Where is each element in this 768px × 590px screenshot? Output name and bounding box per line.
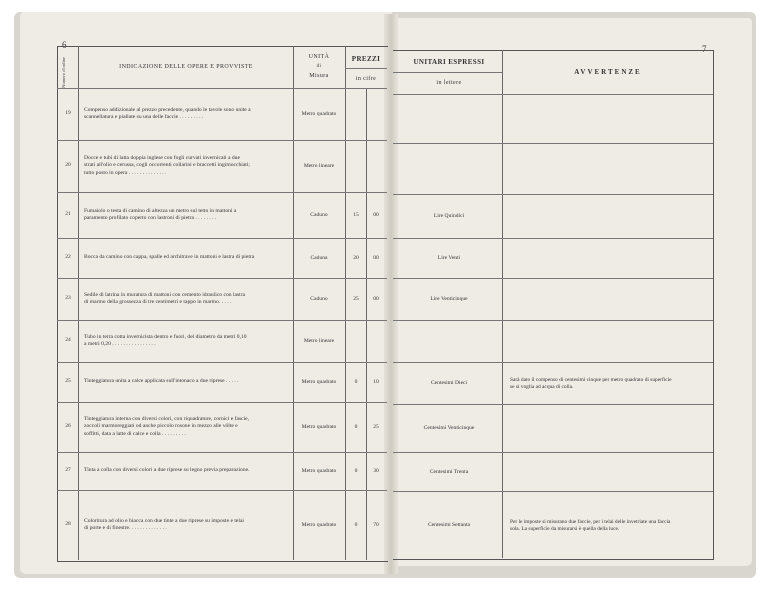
row-price-cent: 70 — [373, 522, 379, 528]
header-in-cifre: in cifre — [355, 76, 377, 82]
row-description-line: zoccoli marmoreggiati od anche piccolo rosone in mezzo alle vôlte e — [84, 423, 238, 430]
row-rule-right — [393, 491, 713, 492]
header-avvertenze: AVVERTENZE — [574, 68, 642, 76]
row-note-line: se si voglia ad acqua di colla. — [510, 384, 574, 390]
row-unit: Caduno — [310, 296, 328, 302]
row-number: 25 — [65, 378, 71, 384]
row-rule-left — [57, 452, 387, 453]
col-divider-letters — [502, 50, 503, 558]
row-note-line: Sarà dato il compenso di centesimi cinque per metro quadrato di superficie — [510, 377, 672, 383]
row-description-line: scannellatura e piallate su una delle faccie . . . . . . . . . — [84, 114, 204, 120]
row-rule-right — [393, 143, 713, 144]
row-unit: Metro quadrato — [301, 468, 337, 474]
row-unit: Caduno — [310, 212, 328, 218]
row-price-letters: Centesimi Dieci — [430, 380, 468, 386]
header-rule-left — [57, 88, 387, 89]
row-number: 27 — [65, 467, 71, 473]
row-number: 28 — [65, 521, 71, 527]
col-divider-unit — [345, 46, 346, 560]
header-unitari: UNITARI ESPRESSI — [413, 58, 485, 66]
row-price-cent: 25 — [373, 424, 379, 430]
row-price-letters: Centesimi Venticinque — [423, 425, 475, 431]
row-rule-right — [393, 238, 713, 239]
row-unit: Metro quadrato — [301, 379, 337, 385]
row-price-letters: Lire Quindici — [433, 213, 465, 219]
row-rule-right — [393, 362, 713, 363]
row-description-line: Docce e tubi di latta doppia inglese con fogli curvati invernicati a due — [84, 154, 240, 161]
row-description-line: Coloritura ad olio e biacca con due tinte a due riprese su imposte e telai — [84, 517, 244, 524]
row-description-line: Sedile di latrina in muratura di mattoni con cemento idraulico con lastra — [84, 291, 246, 298]
row-description-line: Fumaiolo o testa di camino di altezza un metro sul tetto in mattoni a — [84, 207, 237, 214]
row-description-line: a metri 0,20 . . . . . . . . . . . . . . . . — [84, 341, 156, 347]
row-rule-left — [57, 490, 387, 491]
header-prezzi: PREZZI — [351, 55, 381, 63]
row-rule-left — [57, 238, 387, 239]
row-description-line: Tinta a colla con diversi colori a due riprese su legno previa preparazione. — [84, 467, 250, 474]
row-price-cent: 00 — [373, 212, 379, 218]
header-unit-3: Misura — [309, 73, 329, 79]
row-price-letters: Lire Venticinque — [430, 296, 468, 302]
row-number: 22 — [65, 254, 71, 260]
page-number-right: 7 — [702, 44, 707, 54]
row-price-lire: 20 — [353, 255, 359, 261]
row-unit: Metro lineare — [303, 338, 335, 344]
row-price-letters: Centesimi Trenta — [429, 468, 469, 475]
row-rule-left — [57, 140, 387, 141]
row-price-letters: Lire Venti — [437, 255, 461, 261]
header-unit-1: UNITÀ — [308, 54, 330, 60]
col-divider-desc — [293, 46, 294, 560]
row-rule-left — [57, 192, 387, 193]
row-price-lire: 0 — [354, 379, 358, 385]
header-rule-right — [393, 94, 713, 95]
row-number: 23 — [65, 295, 71, 301]
row-description-line: Tinteggiatura interna con diversi colori, con riquadrature, cornici e fascie, — [84, 415, 250, 422]
right-table-frame — [393, 50, 714, 560]
col-divider-num — [78, 46, 79, 560]
row-number: 26 — [65, 423, 71, 429]
row-price-cent: 10 — [373, 379, 379, 385]
page-number-left: 6 — [62, 40, 67, 50]
row-rule-right — [393, 320, 713, 321]
row-price-cent: 00 — [373, 255, 379, 261]
row-note-line: sola. La superficie da misurarsi è quella della luce. — [510, 525, 620, 532]
row-price-lire: 0 — [354, 468, 358, 474]
row-description-line: soffitti, data a latte di calce e colla . . . . . . . . . — [84, 430, 186, 437]
row-price-lire: 25 — [353, 296, 359, 302]
row-number: 19 — [65, 110, 71, 116]
row-rule-left — [57, 320, 387, 321]
row-rule-right — [393, 278, 713, 279]
row-description-line: Compenso addizionale al prezzo precedente, quando le tavole sono unite a — [84, 106, 251, 113]
row-number: 21 — [65, 211, 71, 217]
row-price-lire: 15 — [353, 212, 359, 218]
row-note-line: Per le imposte si misurano due faccie, per i telai delle invetriate una faccia — [510, 518, 671, 525]
header-description: INDICAZIONE DELLE OPERE E PROVVISTE — [119, 64, 253, 70]
row-price-cent: 00 — [373, 296, 379, 302]
row-description-line: Tinteggiatura unita a calce applicata sull'intonaco a due riprese . . . . . — [84, 378, 239, 385]
row-rule-left — [57, 402, 387, 403]
row-unit: Metro quadrato — [301, 522, 337, 528]
row-description-line: Tubo in terra cotta invernicista dentro e fuori, del diametro da metri 0,10 — [84, 333, 247, 340]
row-number: 20 — [65, 162, 71, 168]
row-rule-left — [57, 278, 387, 279]
row-price-lire: 0 — [354, 522, 358, 528]
row-description-line: Bocca da camino con cappa, spalle ed architrave in mattoni e lastra di pietra — [84, 254, 255, 261]
row-rule-right — [393, 452, 713, 453]
row-description-line: strati all'olio e cerussa, cogli occorrenti collarini e braccetti ingimocchiati; — [84, 162, 250, 169]
row-price-lire: 0 — [354, 424, 358, 430]
row-description-line: di marmo della grossezza di tre centimetri e tappo in marmo. . . . . — [84, 299, 232, 305]
header-subrule-right — [393, 72, 502, 73]
row-description-line: tutto posto in opera . . . . . . . . . . . . . . — [84, 169, 167, 176]
row-unit: Caduna — [310, 255, 328, 261]
row-rule-right — [393, 404, 713, 405]
header-subrule-left — [345, 68, 387, 69]
row-description-line: di porte e di finestre. . . . . . . . . . . . . . — [84, 525, 167, 531]
row-rule-right — [393, 194, 713, 195]
header-unit-2: di — [316, 64, 322, 69]
row-unit: Metro quadrato — [301, 424, 337, 430]
row-description-line: paramento profilato coperto con lastroni di pietra . . . . . . . . — [84, 215, 217, 221]
row-price-cent: 30 — [373, 468, 379, 474]
row-number: 24 — [65, 337, 71, 343]
row-unit: Metro lineare — [303, 163, 335, 169]
row-rule-left — [57, 362, 387, 363]
header-numero-ordine: Numero d'ordine — [61, 56, 66, 88]
header-in-lettere: in lettere — [436, 80, 462, 86]
row-unit: Metro quadrato — [301, 111, 337, 117]
row-price-letters: Centesimi Settanta — [427, 521, 471, 528]
